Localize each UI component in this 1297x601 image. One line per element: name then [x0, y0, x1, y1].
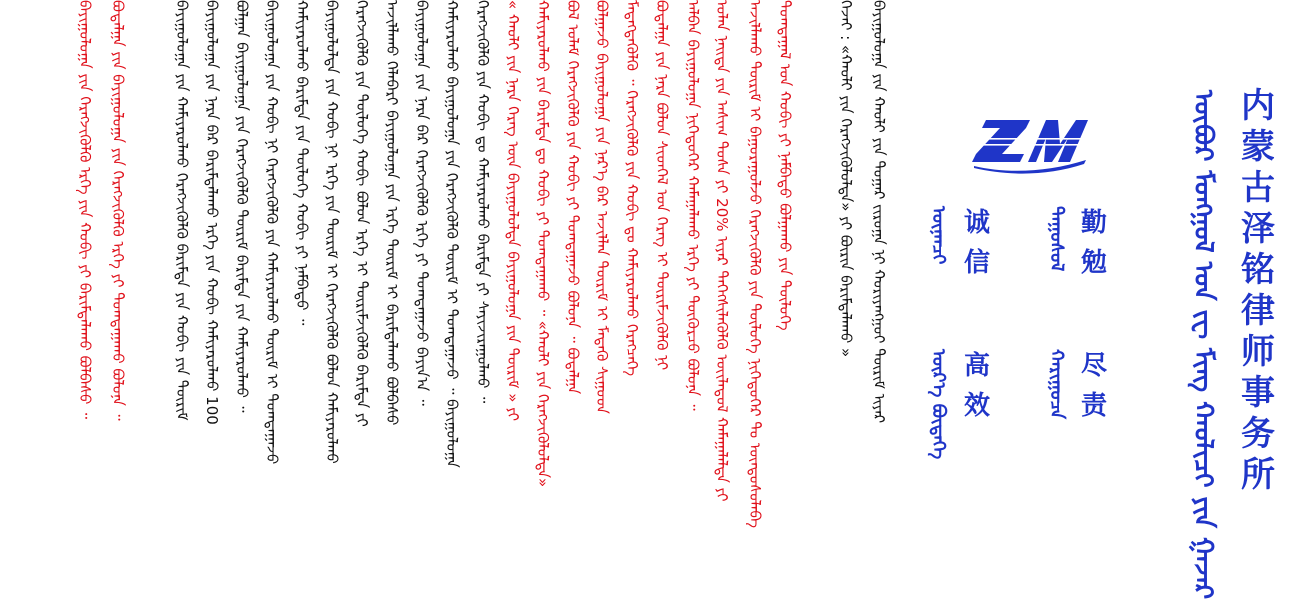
text-column	[683, 0, 703, 601]
text-column	[473, 0, 493, 601]
text-column	[172, 0, 192, 601]
column-text: ᠪᠠᠶᠢᠭᠤᠯᠤᠭᠠ ᠶᠢᠨ ᠬᠠᠮᠢᠶᠠᠷᠤᠯᠬᠤ ᠬᠡᠷᠡᠭᠵᠢᠭᠦᠯᠬᠦ ᠪᠠᠷᠢᠮᠲᠠ ᠶᠢᠨ ᠬᠤᠪᠢ ᠶᠢᠨ ᠳᠦᠷᠢᠮ	[173, 0, 191, 421]
text-column	[869, 0, 889, 601]
column-text: ᠪᠠᠶᠢᠭᠤᠯᠤᠭᠠ ᠶᠢᠨ ᠬᠡᠷᠡᠭᠵᠢᠭᠦᠯᠬᠦ ᠡᠷᠬᠡ ᠶᠢᠨ ᠬᠤᠪᠢ ᠶᠢ ᠪᠠᠷᠢᠮᠲᠠᠯᠠᠬᠤ ᠪᠣᠯᠪᠠᠰᠤ ᠃	[76, 0, 94, 420]
column-text: ᠪᠠᠶᠢᠭᠤᠯᠤᠭᠠ ᠶᠢᠨ ᠬᠠᠤᠯᠢ ᠶᠢᠨ ᠳᠤᠭᠠᠷ ᠵᠢᠷᠤᠭᠠ ᠨᠢ ᠬᠤᠷᠢᠶᠠᠩᠭᠤᠢ ᠳᠦᠷᠢᠮ ᠢᠶᠡᠷ	[870, 0, 888, 424]
logo-stripe	[976, 138, 1086, 140]
motto-cn-label: 尽责	[1080, 351, 1107, 421]
motto-mn-text: ᠦᠷ᠎ᠡ ᠪᠦᠲᠡᠭᠡ	[928, 349, 949, 460]
firm-name-chinese: 内蒙古泽铭律师事务所	[1241, 86, 1275, 495]
text-column	[202, 0, 222, 601]
text-column	[592, 0, 612, 601]
column-text: ᠪᠣᠯᠭᠠᠨ ᠪᠠᠶᠢᠭᠤᠯᠤᠭᠠ ᠶᠢᠨ ᠬᠡᠷᠡᠭᠵᠢᠭᠦᠯᠬᠦ ᠳᠦᠷᠢᠮ ᠪᠠᠷᠢᠮᠲᠠ ᠶᠢᠨ ᠬᠠᠮᠢᠶᠠᠷᠤᠯᠬᠤ ᠃	[233, 0, 251, 413]
logo-letter-m	[1028, 120, 1088, 162]
column-text: ᠪᠠᠶᠢᠭᠤᠯᠤᠭᠠ ᠶᠢᠨ ᠨᠡᠷᠡ ᠪᠡᠷ ᠪᠠᠷᠢᠮᠲᠠᠯᠠᠬᠤ ᠡᠷᠬᠡ ᠶᠢᠨ ᠬᠤᠪᠢ ᠬᠠᠮᠢᠶᠠᠷᠤᠯᠬᠤ 100	[203, 0, 221, 425]
motto-cn-label: 诚信	[963, 208, 990, 278]
column-text: ᠠᠯᠪᠠᠨ ᠪᠠᠶᠢᠭᠤᠯᠤᠭᠠ ᠨᠢᠭᠡᠳᠦᠭᠡᠷ ᠬᠠᠮᠠᠭᠠᠯᠠᠬᠤ ᠡᠷᠬᠡ ᠶᠢ ᠳᠦᠭᠦᠷᠴᠦ ᠪᠣᠯᠤᠨᠠ ᠃	[684, 0, 702, 411]
text-column	[322, 0, 342, 601]
motto-mn-label	[928, 349, 949, 460]
motto-mn-text: ᠲᠠᠭᠤᠰᠤᠯ	[1046, 206, 1067, 272]
column-text: ᠪᠠᠶᠢᠭᠤᠯᠤᠭᠠ ᠶᠢᠨ ᠨᠡᠷᠡ ᠪᠡᠷ ᠬᠡᠷᠡᠭᠵᠢᠭᠦᠯᠬᠦ ᠡᠷᠬᠡ ᠶᠢ ᠲᠣᠭᠲᠠᠭᠠᠵᠤ ᠪᠠᠶᠢᠨ᠎ᠠ ᠃	[413, 0, 431, 406]
motto-mn-text: ᠦᠨᠡᠨᠴᠢ	[928, 206, 949, 265]
text-column	[412, 0, 432, 601]
text-column	[563, 0, 583, 601]
motto-cn-label: 高效	[963, 351, 990, 421]
text-column	[232, 0, 252, 601]
column-text: ᠬᠡᠷᠡᠭᠵᠢᠭᠦᠯᠬᠦ ᠶᠢᠨ ᠬᠤᠪᠢ ᠳᠤ ᠬᠠᠮᠢᠶᠠᠷᠤᠯᠬᠤ ᠪᠠᠷᠢᠮᠲᠠ ᠶᠢ ᠰᠠᠶᠢᠵᠢᠷᠠᠭᠤᠯᠬᠤ ᠃	[474, 0, 492, 404]
column-text: ᠪᠣᠯᠭᠠᠵᠤ ᠪᠠᠶᠢᠭᠤᠯᠤᠭᠠ ᠶᠢᠨ ᠨᠡᠷ᠎ᠡ ᠪᠡᠷ ᠠᠵᠢᠯᠯᠠᠨ ᠳᠦᠷᠢᠮ ᠢ ᠮᠡᠳᠡᠬᠦ ᠰᠢᠭᠤᠳ	[593, 0, 611, 414]
firm-name-mongolian	[1188, 90, 1218, 600]
logo-swoosh	[974, 160, 1086, 174]
logo-stripe	[976, 144, 1086, 146]
column-text: ᠲᠣᠭᠲᠠᠭᠠᠯ ᠤᠨ ᠬᠤᠪᠢ ᠶᠢ ᠨᠠᠮᠪᠠᠲᠤ ᠪᠣᠯᠭᠠᠬᠤ ᠶᠢᠨ ᠲᠥᠯᠥᠭᠡ	[776, 0, 794, 331]
text-column	[712, 0, 732, 601]
column-text: ᠮᠡᠳᠡᠭᠳᠡᠭᠦᠯᠬᠦ ᠃ ᠬᠡᠷᠡᠭᠵᠢᠭᠦᠯᠬᠦ ᠶᠢᠨ ᠬᠤᠪᠢ ᠳᠤ ᠬᠠᠮᠢᠶᠠᠷᠤᠯᠬᠤ ᠬᠡᠷᠡᠭᠴᠡᠭᠡ	[623, 0, 641, 377]
column-text: ᠠᠵᠢᠯᠯᠠᠬᠤ ᠬᠡᠯᠡᠪᠡᠷᠢ ᠪᠠᠶᠢᠭᠤᠯᠤᠭᠠ ᠶᠢᠨ ᠡᠷᠬᠡ ᠳᠦᠷᠢᠮ ᠢ ᠪᠠᠷᠢᠮᠲᠠᠯᠠᠬᠤ ᠪᠣᠯᠪᠠᠰᠤ	[383, 0, 401, 426]
logo-letter-z	[972, 120, 1030, 162]
column-text: ᠬᠡᠷᠡᠭᠵᠢᠭᠦᠯᠬᠦ ᠶᠢᠨ ᠲᠥᠯᠥᠭᠡ ᠬᠤᠪᠢ ᠪᠣᠯᠤᠨ ᠡᠷᠬᠡ ᠢ ᠳᠦᠷᠢᠮᠵᠢᠭᠦᠯᠬᠦ ᠪᠠᠷᠢᠮᠲᠠ ᠶᠢ	[353, 0, 371, 427]
text-column	[108, 0, 128, 601]
column-text: ᠬᠠᠮᠢᠶᠠᠷᠤᠯᠬᠤ ᠶᠢᠨ ᠪᠠᠷᠢᠮᠲᠠ ᠳᠤ ᠬᠤᠪᠢ ᠶᠢ ᠲᠣᠭᠲᠠᠭᠠᠬᠤ ᠃ «ᠬᠠᠤᠯᠢ ᠶᠢᠨ ᠬᠡᠷᠡᠭᠵᠢᠭᠦᠯᠦᠯᠲᠡ»	[534, 0, 552, 488]
motto-mn-label	[928, 206, 948, 296]
column-text: ᠪᠣᠯ ᠤᠯᠠᠮ ᠬᠡᠷᠡᠭᠵᠢᠭᠦᠯᠬᠦ ᠶᠢᠨ ᠬᠤᠪᠢ ᠶᠢ ᠲᠣᠭᠲᠠᠭᠠᠵᠤ ᠪᠣᠯᠤᠨᠠ ᠃ ᠪᠣᠳᠠᠯᠭᠠ	[564, 0, 582, 395]
text-column	[836, 0, 856, 601]
zm-logo	[968, 116, 1092, 174]
motto-mn-text: ᠬᠠᠷᠢᠭᠤᠴᠠ	[1046, 349, 1067, 420]
column-text: ᠠᠵᠢᠯᠯᠠᠬᠤ ᠳᠦᠷᠢᠮ ᠢ ᠪᠠᠭᠤᠷᠠᠭᠤᠯᠵᠤ ᠬᠡᠷᠡᠭᠵᠢᠭᠦᠯᠬᠦ ᠶᠢᠨ ᠲᠥᠯᠥᠭᠡ ᠨᠢᠭᠡᠳᠦᠭᠡᠷ ᠲᠤ ᠦᠨᠳᠦᠰᠦᠯᠡᠪᠡ	[746, 0, 764, 528]
motto-cn-label: 勤勉	[1080, 208, 1107, 278]
column-text: ᠬᠠᠮᠢᠶᠠᠷᠤᠯᠬᠤ ᠪᠠᠷᠢᠮᠲᠠ ᠶᠢᠨ ᠲᠥᠯᠥᠭᠡ ᠬᠤᠪᠢ ᠶᠢ ᠨᠠᠮᠪᠠᠲᠤ ᠃	[293, 0, 311, 326]
motto-mn-label	[1046, 349, 1066, 439]
motto-mn-label	[1046, 206, 1066, 296]
text-column	[745, 0, 765, 601]
text-column	[503, 0, 523, 601]
text-column	[622, 0, 642, 601]
text-column	[292, 0, 312, 601]
text-column	[652, 0, 672, 601]
column-text: ᠣᠯᠠᠨ ᠨᠡᠢᠲᠡ ᠶᠢᠨ ᠠᠰᠢᠭ ᠲᠤᠰᠠ ᠶᠢ 20% ᠢᠶᠡᠷ ᠳᠡᠭᠡᠭᠰᠢᠯᠡᠭᠦᠯᠬᠦ ᠦᠢᠯᠡᠳᠦᠯ ᠬᠠᠮᠠᠭᠠᠯᠠᠯᠲᠠ ᠶᠢ	[713, 0, 731, 502]
text-column	[442, 0, 462, 601]
text-column	[533, 0, 553, 601]
text-column	[75, 0, 95, 601]
firm-name-mn-text: ᠥᠪᠦᠷ ᠮᠣᠩᠭᠣᠯ ᠤᠨ ᠵᠧ ᠮᠢᠩ ᠬᠠᠤᠯᠢᠴᠢ ᠶᠢᠨ ᠭᠠᠵᠠᠷ	[1188, 90, 1218, 600]
column-text: ᠪᠣᠳᠠᠯᠭᠠ ᠶᠢᠨ ᠪᠠᠶᠢᠭᠤᠯᠤᠭᠠ ᠶᠢᠨ ᠬᠡᠷᠡᠭᠵᠢᠭᠦᠯᠬᠦ ᠡᠷᠬᠡ ᠶᠢ ᠲᠣᠭᠲᠠᠭᠠᠬᠤ ᠪᠣᠯᠤᠨᠠ ᠃	[109, 0, 127, 421]
column-text: ᠭᠡᠵᠡᠢ : «ᠬᠠᠤᠯᠢ ᠶᠢᠨ ᠬᠡᠷᠡᠭᠵᠢᠭᠦᠯᠦᠯᠲᠡ» ᠶᠢ ᠪᠦᠷᠢᠨ ᠪᠠᠷᠢᠮᠲᠠᠯᠠᠬᠤ »	[837, 0, 855, 358]
text-column	[352, 0, 372, 601]
column-text: ᠪᠠᠶᠢᠭᠤᠯᠤᠯᠲᠠ ᠶᠢᠨ ᠬᠤᠪᠢ ᠨᠢ ᠡᠷᠬᠡ ᠶᠢᠨ ᠳᠦᠷᠢᠮ ᠢ ᠬᠡᠷᠡᠭᠵᠢᠭᠦᠯᠬᠦ ᠪᠣᠯᠤᠨ ᠬᠠᠮᠢᠶᠠᠷᠤᠯᠬᠤ	[323, 0, 341, 464]
column-text: ᠪᠠᠶᠢᠭᠤᠯᠤᠭᠠ ᠶᠢᠨ ᠬᠤᠪᠢ ᠨᠢ ᠬᠡᠷᠡᠭᠵᠢᠭᠦᠯᠬᠦ ᠶᠢᠨ ᠬᠠᠮᠢᠶᠠᠷᠤᠯᠬᠤ ᠳᠦᠷᠢᠮ ᠢ ᠲᠣᠭᠲᠠᠭᠠᠵᠤ	[263, 0, 281, 465]
column-text: ᠪᠣᠳᠠᠯᠭᠠ ᠶᠢᠨ ᠨᠡᠷᠡ ᠪᠣᠯᠤᠨ ᠰᠢᠳᠬᠡᠯ ᠤᠨ ᠬᠡᠷᠡᠭ ᠢ ᠳᠦᠷᠢᠮᠵᠢᠭᠦᠯᠬᠦ ᠨᠢ	[653, 0, 671, 371]
text-column	[382, 0, 402, 601]
column-text: ᠬᠠᠮᠢᠶᠠᠷᠤᠯᠬᠤ ᠪᠠᠶᠢᠭᠤᠯᠤᠭᠠ ᠶᠢᠨ ᠬᠡᠷᠡᠭᠵᠢᠭᠦᠯᠬᠦ ᠳᠦᠷᠢᠮ ᠢ ᠲᠣᠭᠲᠠᠭᠠᠵᠤ ᠃ ᠪᠠᠶᠢᠭᠤᠯᠤᠭᠠ	[443, 0, 461, 468]
text-column	[262, 0, 282, 601]
column-text: « ᠬᠠᠤᠯᠢ ᠶᠢᠨ ᠨᠡᠷᠡ ᠬᠡᠷᠡᠭ ᠦᠨ ᠪᠠᠶᠢᠭᠤᠯᠤᠯᠲᠠ ᠪᠠᠶᠢᠭᠤᠯᠤᠭᠠ ᠶᠢᠨ ᠳᠦᠷᠢᠮ » ᠶᠢ	[504, 0, 522, 422]
text-column	[775, 0, 795, 601]
